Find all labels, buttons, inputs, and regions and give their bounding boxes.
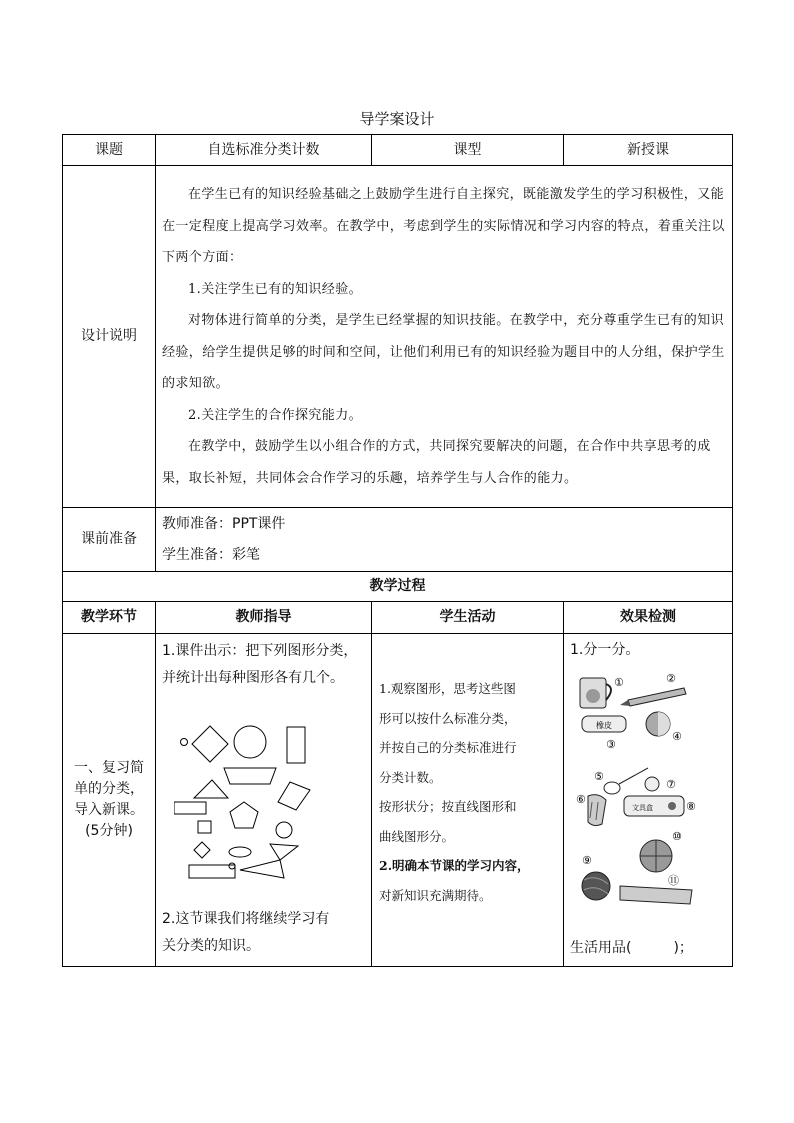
column-header: 教学环节: [63, 602, 156, 634]
long-triangle-shape: [240, 860, 284, 878]
ellipse-shape: [229, 847, 251, 857]
stage-line: 单的分类，: [74, 781, 144, 797]
pencil-icon: [620, 688, 686, 706]
tall-rectangle-shape: [287, 727, 305, 763]
yarn-ball-icon: [582, 872, 610, 900]
activity-line: 并按自己的分类标准进行: [379, 740, 517, 755]
object-number: ⑥: [576, 793, 586, 806]
prep-row: [63, 508, 733, 572]
prep-content: [156, 508, 733, 572]
shapes-figure: [174, 722, 314, 882]
circle-shape-2: [276, 822, 292, 838]
process-header-row: [63, 602, 733, 634]
stage-line: 导入新课。: [74, 802, 144, 818]
student-activity-cell: [372, 634, 564, 967]
small-rhombus-shape: [194, 842, 210, 858]
svg-text:橡皮: 橡皮: [596, 721, 612, 730]
pencil-box-icon: [624, 796, 684, 816]
object-number: ⑤: [594, 770, 604, 783]
effect-footer: 生活用品( )；: [570, 940, 693, 956]
rhombus-shape: [192, 726, 228, 762]
process-title: 教学过程: [63, 572, 733, 602]
eraser-icon: [582, 716, 626, 732]
activity-line: 形可以按什么标准分类，: [379, 710, 517, 726]
student-prep: 学生准备：彩笔: [162, 546, 260, 563]
object-number: ④: [672, 730, 682, 743]
column-header: 教师指导: [156, 602, 372, 634]
activity-line: 按形状分；按直线图形和: [379, 799, 517, 814]
pentagon-shape: [230, 802, 258, 828]
triangle-shape: [194, 780, 228, 798]
guide-text: 关分类的知识。: [162, 938, 260, 954]
design-label: 设计说明: [63, 166, 156, 508]
guide-text: 1.课件出示：把下列图形分类，: [162, 643, 358, 659]
activity-line: 曲线图形分。: [379, 828, 455, 844]
object-number: ⑦: [666, 778, 676, 791]
design-paragraph: 在学生已有的知识经验基础之上鼓励学生进行自主探究，既能激发学生的学习积极性，又能在一定程度上提高学习效率。在教学中，考虑到学生的实际情况和学习内容的特点，着重关注以下两个方面：: [162, 187, 725, 265]
topic-value: 自选标准分类计数: [156, 135, 372, 166]
sharpener-icon: [646, 712, 670, 736]
document-title: 导学案设计: [359, 110, 435, 128]
activity-line: 2.明确本节课的学习内容，: [379, 858, 530, 873]
scarf-icon: [588, 795, 606, 826]
small-circle-shape: [181, 739, 188, 746]
object-number: ②: [666, 672, 676, 685]
circle-shape: [234, 726, 266, 758]
prep-label: 课前准备: [63, 508, 156, 572]
trapezoid-shape: [224, 768, 276, 784]
guide-text: 并统计出每种图形各有几个。: [162, 670, 344, 686]
design-paragraph: 1.关注学生已有的知识经验。: [188, 281, 363, 297]
object-number: ①: [614, 676, 624, 689]
process-row: [63, 634, 733, 967]
basketball-icon: [640, 840, 672, 872]
topic-label: 课题: [63, 135, 156, 166]
activity-line: 1.观察图形，思考这些图: [379, 681, 516, 696]
column-header: 效果检测: [564, 602, 733, 634]
header-row: [63, 135, 733, 166]
lesson-plan-table: [62, 134, 733, 967]
activity-line: 分类计数。: [379, 769, 442, 785]
stage-cell: [63, 634, 156, 967]
object-number: ⑩: [672, 830, 682, 843]
effect-check-cell: [564, 634, 733, 967]
teacher-guide-cell: [156, 634, 372, 967]
design-description: [156, 166, 733, 508]
design-paragraph: 2.关注学生的合作探究能力。: [188, 407, 363, 423]
stage-line: 一、复习简: [74, 760, 144, 776]
rectangle-shape: [174, 802, 206, 814]
triangle-shape-2: [270, 844, 298, 860]
object-number: ⑪: [668, 874, 679, 887]
mug-icon: [580, 678, 611, 708]
svg-text:文具盒: 文具盒: [632, 804, 653, 812]
design-paragraph: 对物体进行简单的分类，是学生已经掌握的知识技能。在教学中，充分尊重学生已有的知识经验，给学生提供足够的时间和空间，让他们利用已有的知识经验为题目中的人分组，保护学生的求知欲。: [162, 313, 725, 391]
activity-line: 对新知识充满期待。: [379, 887, 492, 903]
guide-text: 2.这节课我们将继续学习有: [162, 911, 330, 927]
long-rectangle-shape: [189, 865, 235, 878]
dot-shape: [229, 863, 235, 869]
column-header: 学生活动: [372, 602, 564, 634]
badminton-racket-icon: [604, 768, 648, 794]
type-label: 课型: [372, 135, 564, 166]
design-paragraph: 在教学中，鼓励学生以小组合作的方式，共同探究要解决的问题，在合作中共享思考的成果，取长补短，共同体会合作学习的乐趣，培养学生与人合作的能力。: [162, 439, 711, 486]
design-row: [63, 166, 733, 508]
ball-icon: [645, 777, 659, 791]
stage-line: (5分钟): [85, 823, 133, 839]
effect-title: 1.分一分。: [570, 642, 640, 658]
ruler-icon: [620, 886, 692, 904]
parallelogram-shape: [278, 782, 310, 810]
type-value: 新授课: [564, 135, 733, 166]
object-number: ⑨: [582, 854, 592, 867]
objects-figure: [576, 668, 704, 920]
object-number: ⑧: [686, 800, 696, 813]
teacher-prep: 教师准备：PPT课件: [162, 515, 286, 532]
object-number: ③: [606, 738, 616, 751]
process-title-row: [63, 572, 733, 602]
square-shape: [198, 821, 211, 833]
